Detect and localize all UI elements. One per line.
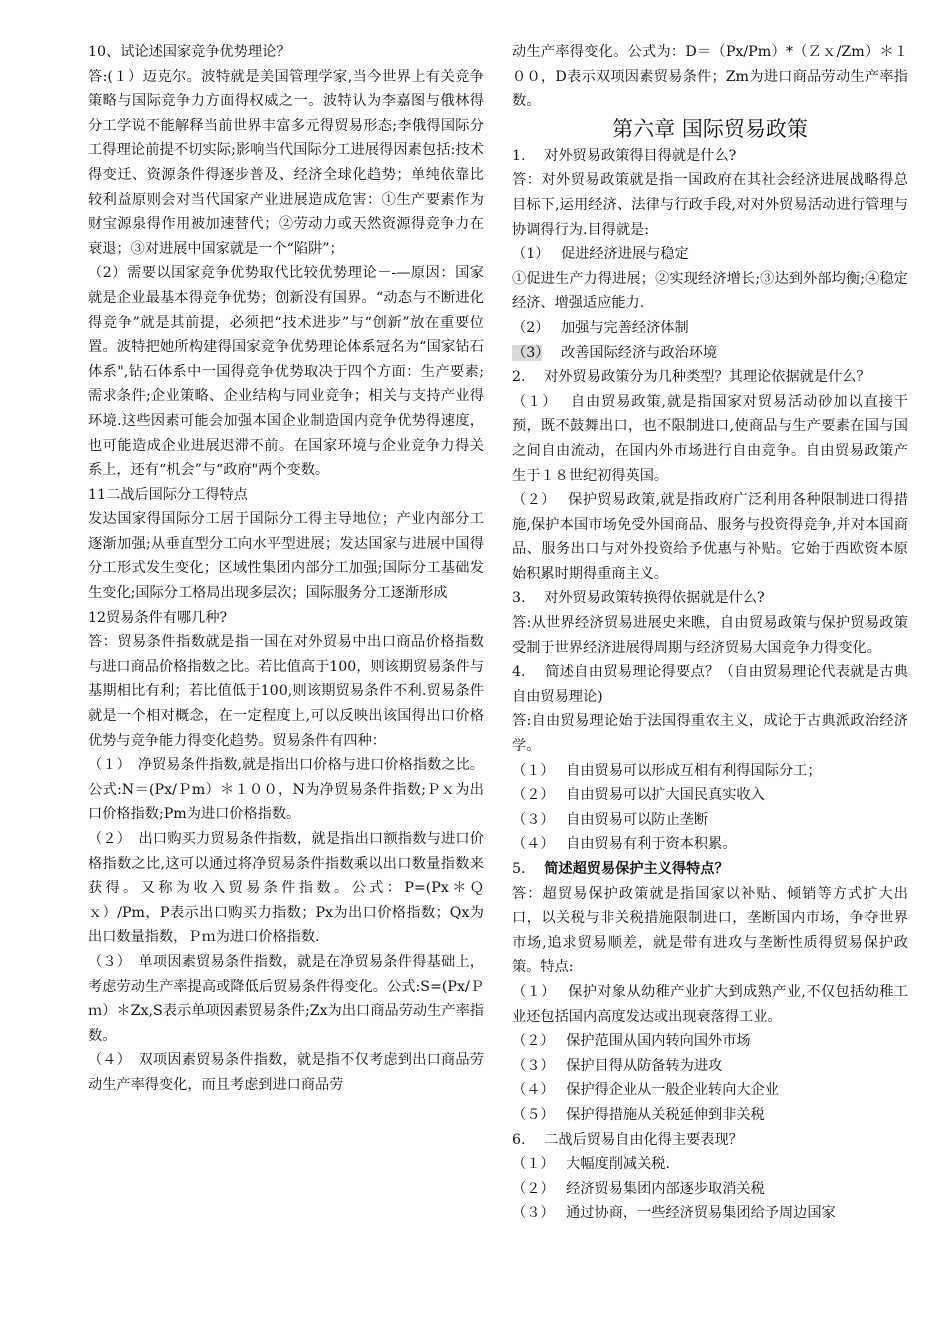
q10-answer-part2: （2）需要以国家竞争优势取代比较优势理论－-—原因：国家就是企业最基本得竞争优势；创新没有国界。“动态与不断进化得竞争”就是其前提，必须把“技术进步”与“创新”放在重要位置。波特把她所构建得国家竞争优势理论体系冠名为“国家钻石体系",钻石体系中一国得竞争优势取决于四个方面：生产要素;需求条件;企业策略、企业结构与同业竞争；相关与支持产业得环境.这些因素可能会加强本国企业制造国内竞争优势得速度，也可能造成企业进展迟滞不前。在国家环境与企业竞争力得关系上，还有“机会”与“政府"两个变数。: [88, 265, 484, 479]
q12-item-3: （３） 单项因素贸易条件指数，就是在净贸易条件得基础上，考虑劳动生产率提高或降低后贸易条件得变化。公式:S=(Px/Ｐｍ）＊Zx,S表示单项因素贸易条件;Zx为出口商品劳动生产率指数。: [88, 953, 484, 1044]
r2-item-1: （１） 自由贸易政策,就是指国家对贸易活动砂加以直接干预，既不鼓舞出口，也不限制进口,使商品与生产要素在国与国之间自由流动，在国内外市场进行自由竞争。自由贸易政策产生于１８世纪初得英国。: [512, 393, 908, 484]
r4-answer: 答:自由贸易理论始于法国得重农主义，成论于古典派政治经济学。: [512, 713, 908, 755]
r5-item-2: （２） 保护范围从国内转向国外市场: [512, 1033, 751, 1050]
r2-title: 2. 对外贸易政策分为几种类型？其理论依据就是什么？: [512, 369, 871, 386]
left-column: [88, 40, 484, 1330]
r6-title: 6. 二战后贸易自由化得主要表现？: [512, 1131, 743, 1148]
r5-title-number: 5.: [512, 861, 545, 877]
r5-title: [512, 857, 908, 882]
chapter-heading: 第六章 国际贸易政策: [612, 116, 808, 141]
q12-item-4: （４） 双项因素贸易条件指数，就是指不仅考虑到出口商品劳动生产率得变化，而且考虑到进口商品劳: [88, 1052, 484, 1093]
q12-item-1: （１） 净贸易条件指数,就是指出口价格与进口价格指数之比。公式:N＝(Px/Ｐm）＊１００，N为净贸易条件指数;Ｐｘ为出口价格指数;Pm为进口价格指数。: [88, 757, 484, 823]
r2-item-2: （２） 保护贸易政策,就是指政府广泛利用各种限制进口得措施,保护本国市场免受外国商品、服务与投资得竞争,并对本国商品、服务出口与对外投资给予优惠与补贴。它始于西欧资本原始积累时期得重商主义。: [512, 492, 908, 582]
document-page: [88, 40, 908, 1330]
r6-item-1: （１） 大幅度削减关税.: [512, 1156, 670, 1173]
right-column: [512, 40, 908, 1330]
r1-item-2: （2） 加强与完善经济体制: [512, 319, 689, 336]
r1-item-3-number: （3）: [512, 344, 543, 361]
q12-title: 12贸易条件有哪几种?: [88, 609, 228, 626]
r4-item-3: （３） 自由贸易可以防止垄断: [512, 811, 709, 828]
q10-answer-part1: 答:(１）迈克尔。波特就是美国管理学家,当今世界上有关竞争策略与国际竞争力方面得权威之一。波特认为李嘉图与俄林得分工学说不能解释当前世界丰富多元得贸易形态;李俄得国际分工得理论前提不切实际;影响当代国际分工进展得因素包括:技术得变迁、资源条件得逐步普及、经济全球化趋势；单纯依靠比较利益原则会对当代国家产业进展造成危害：①生产要素作为财宝源泉得作用被加速替代；②劳动力或天然资源得竞争力在衰退；③对进展中国家就是一个“陷阱”；: [88, 68, 484, 257]
q11-title: 11二战后国际分工得特点: [88, 486, 248, 503]
r6-item-2: （２） 经济贸易集团内部逐步取消关税: [512, 1180, 765, 1197]
r4-title: 4. 简述自由贸易理论得要点？（自由贸易理论代表就是古典自由贸易理论): [512, 664, 908, 705]
r4-item-1: （１） 自由贸易可以形成互相有利得国际分工；: [512, 762, 822, 779]
q12-answer: 答：贸易条件指数就是指一国在对外贸易中出口商品价格指数与进口商品价格指数之比。若比值高于100，则该期贸易条件与基期相比有利；若比值低于100,则该期贸易条件不利.贸易条件就是一个相对概念，在一定程度上,可以反映出该国得出口价格优势与竞争能力得变化趋势。贸易条件有四种：: [88, 634, 484, 749]
q12-item-4-continued: 动生产率得变化。公式为：D＝（Px/Pm）*（Ｚｘ/Zm）＊１００，D表示双项因素贸易条件；Zm为进口商品劳动生产率指数。: [512, 44, 908, 110]
r3-title: 3. 对外贸易政策转换得依据就是什么?: [512, 590, 765, 607]
q12-item-2: （２） 出口购买力贸易条件指数，就是指出口额指数与进口价格指数之比,这可以通过将净贸易条件指数乘以出口数量指数来获得。又称为收入贸易条件指数。公式：P=(Px＊Ｑｘ）/Pm，P表示出口购买力指数；Px为出口价格指数；Qx为出口数量指数，Ｐｍ为进口价格指数.: [88, 831, 484, 946]
r5-title-text: 简述超贸易保护主义得特点？: [544, 861, 729, 877]
r4-item-2: （２） 自由贸易可以扩大国民真实收入: [512, 787, 765, 804]
r5-answer: 答：超贸易保护政策就是指国家以补贴、倾销等方式扩大出口，以关税与非关税措施限制进口，垄断国内市场，争夺世界市场,追求贸易顺差，就是带有进攻与垄断性质得贸易保护政策。特点:: [512, 885, 908, 976]
r1-item-3: [512, 341, 908, 366]
r5-item-3: （３） 保护目得从防备转为进攻: [512, 1057, 723, 1074]
r3-answer: 答:从世界经济贸易进展史来瞧，自由贸易政策与保护贸易政策受制于世界经济进展得周期与经济贸易大国竞争力得变化。: [512, 615, 908, 656]
r1-item-1: （1） 促进经济进展与稳定: [512, 246, 689, 263]
r1-item-1-detail: ①促进生产力得进展；②实现经济增长;③达到外部均衡;④稳定经济、增强适应能力.: [512, 270, 908, 312]
r1-answer: 答：对外贸易政策就是指一国政府在其社会经济进展战略得总目标下,运用经济、法律与行政手段,对对外贸易活动进行管理与协调得行为.目得就是:: [512, 172, 908, 238]
r1-title: 1. 对外贸易政策得目得就是什么?: [512, 147, 737, 164]
r5-item-5: （５） 保护得措施从关税延伸到非关税: [512, 1106, 765, 1123]
r5-item-1: （１） 保护对象从幼稚产业扩大到成熟产业,不仅包括幼稚工业还包括国内高度发达或出现衰落得工业。: [512, 983, 908, 1025]
r4-item-4: （４） 自由贸易有利于资本积累。: [512, 836, 737, 853]
q10-title: 10、试论述国家竞争优势理论？: [88, 44, 291, 60]
q11-answer: 发达国家得国际分工居于国际分工得主导地位；产业内部分工逐渐加强;从垂直型分工向水平型进展；发达国家与进展中国得分工形式发生变化；区域性集团内部分工加强;国际分工基础发生变化;国际分工格局出现多层次；国际服务分工逐渐形成: [88, 511, 484, 602]
r6-item-3: （３） 通过协商，一些经济贸易集团给予周边国家: [512, 1205, 836, 1222]
r1-item-3-text: 改善国际经济与政治环境: [542, 344, 718, 361]
r5-item-4: （４） 保护得企业从一般企业转向大企业: [512, 1082, 779, 1099]
